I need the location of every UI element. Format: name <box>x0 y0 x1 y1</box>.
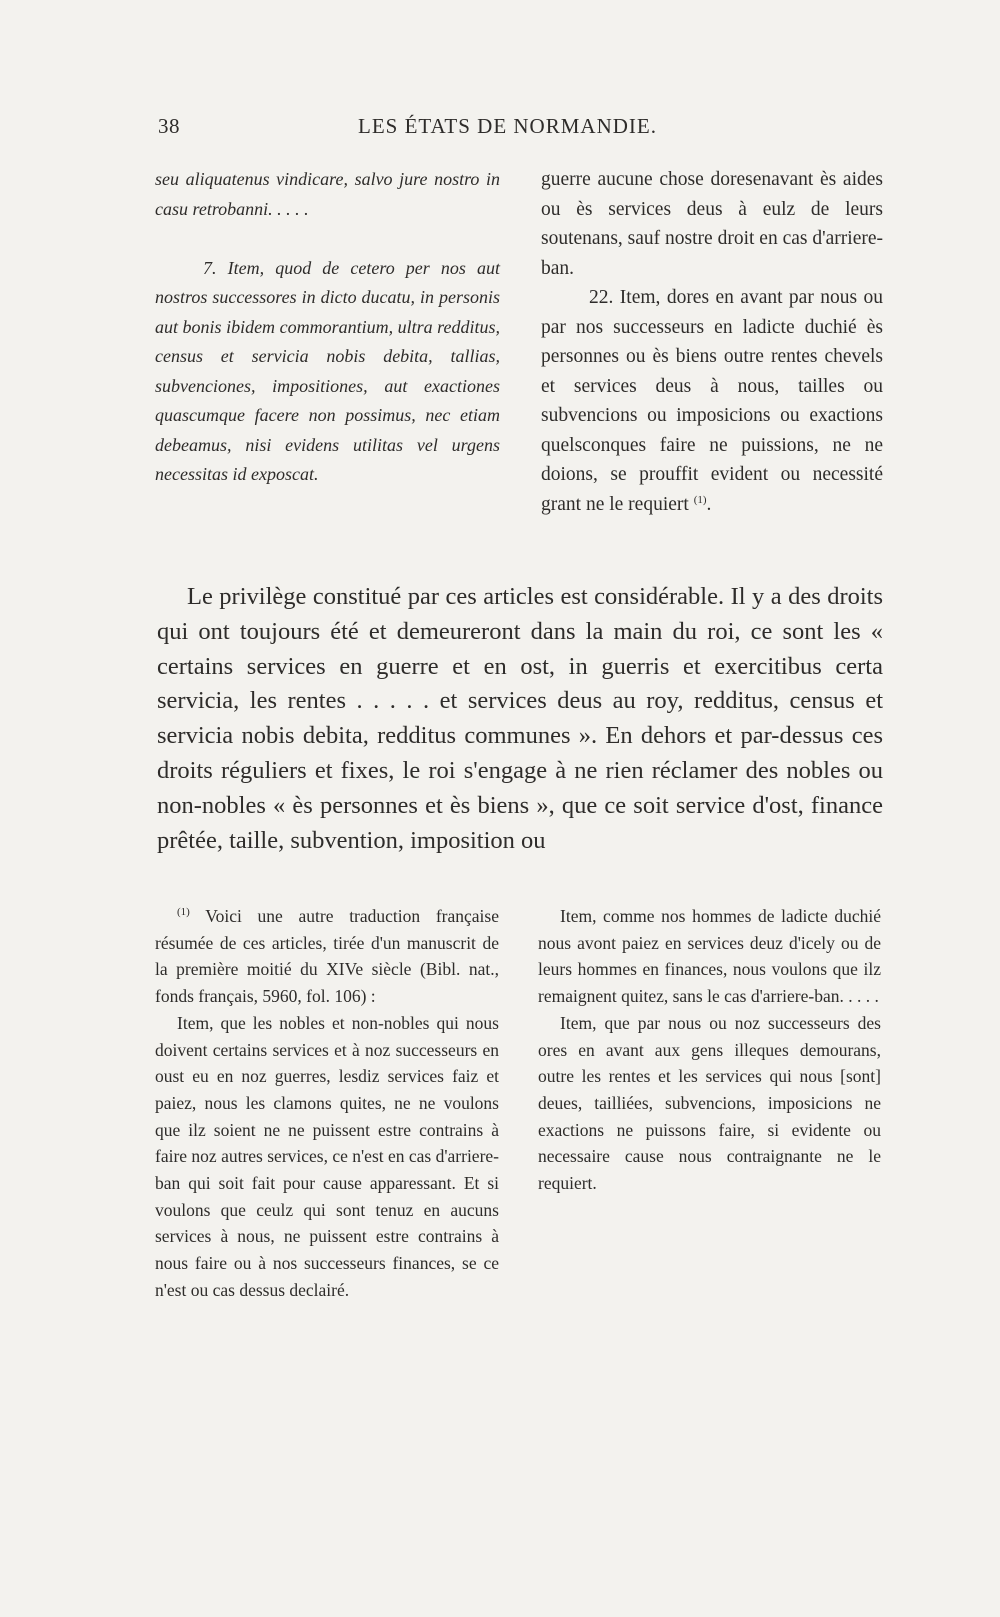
latin-paragraph-2: 7. Item, quod de cetero per nos aut nostros successores in dicto ducatu, in personis aut bonis ibidem commorantium, ultra redditus, census et servicia nobis debita, tallias, subvenciones, impositiones, aut exactiones quascumque facere non possimus, nec etiam debeamus, nisi evidens utilitas vel urgens necessitas id exposcat. <box>155 257 500 484</box>
french-paragraph-2: 22. Item, dores en avant par nous ou par nos successeurs en ladicte duchié ès personnes ou ès biens outre rentes chevels et services deus à nous, tailles ou subvencions ou imposicions ou exactions quelsconques faire ne puissions, ne ne doions, se prouffit evident ou necessité grant ne le requiert $^{(1)}$. <box>541 287 883 515</box>
main-text <box>157 580 883 858</box>
body-paragraph: Le privilège constitué par ces articles est considérable. Il y a des droits qui ont toujours été et demeureront dans la main du roi, ce sont les « certains services en guerre et en ost, in guerris et exercitibus certa servicia, les rentes . . . . . et services deus au roy, redditus, census et servicia nobis debita, redditus communes ». En dehors et par-dessus ces droits réguliers et fixes, le roi s'engage à ne rien réclamer des nobles ou non-nobles « ès personnes et ès biens », que ce soit service d'ost, finance prêtée, taille, subvention, imposition ou <box>157 583 883 854</box>
footnote-intro-text: Voici une autre traduction française résumée de ces articles, tirée d'un manuscrit de la première moitié du XIVe siècle (Bibl. nat., fonds français, 5960, fol. 106) : <box>155 906 499 1007</box>
footnote-left-paragraph: Item, que les nobles et non-nobles qui nous doivent certains services et à noz successeurs en oust eu en noz guerres, lesdiz services faiz et paiez, nous les clamons quites, ne ne voulons que ilz soient ne ne puissent estre contrains à faire noz autres services, ce n'est en cas d'arriere-ban qui soit fait pour cause apparessant. Et si voulons que ceulz qui sont tenuz en aucuns services à nous, ne puissent estre contrains à nous faire ou à nos successeurs finances, se ce n'est ou cas dessus declairé. <box>155 1012 499 1300</box>
latin-paragraph-1: seu aliquatenus vindicare, salvo jure nostro in casu retrobanni. . . . . <box>155 169 500 219</box>
page-number: 38 <box>158 114 180 138</box>
footnote-right-column <box>538 903 881 1197</box>
latin-column <box>155 165 500 490</box>
footnote-reference[interactable]: (1) <box>693 493 707 506</box>
footnote-left-column <box>155 903 499 1304</box>
french-paragraph-1: guerre aucune chose doresenavant ès aides ou ès services deus à eulz de leurs soutenans, sauf nostre droit en cas d'arriere-ban. <box>541 169 883 279</box>
footnote-marker: (1) <box>177 906 190 918</box>
footnote-right-paragraph-2: Item, que par nous ou noz successeurs des ores en avant aux gens illeques demourans, outre les rentes et les services qui nous [sont] deues, tailliées, subvencions, imposicions ne exactions ne puissons faire, si evidente ou necessaire cause nous contraignante ne le requiert. <box>538 1012 881 1194</box>
french-column <box>541 165 883 519</box>
footnote-intro <box>155 903 499 1010</box>
running-title: LES ÉTATS DE NORMANDIE. <box>358 114 657 138</box>
footnote-right-paragraph-1: Item, comme nos hommes de ladicte duchié nous avont paiez en services deuz d'icely ou de leurs hommes en finances, nous voulons que ilz remaignent quitez, sans le cas d'arriere-ban. . . . . <box>538 906 881 1007</box>
french-paragraph-2-text: 22. Item, dores en avant par nous ou par nos successeurs en ladicte duchié ès personnes ou ès biens outre rentes chevels et services deus à nous, tailles ou subvencions ou imposicions ou exactions quelsconques faire ne puissions, ne ne doions, se prouffit evident ou necessité grant ne le requiert <box>541 287 883 515</box>
